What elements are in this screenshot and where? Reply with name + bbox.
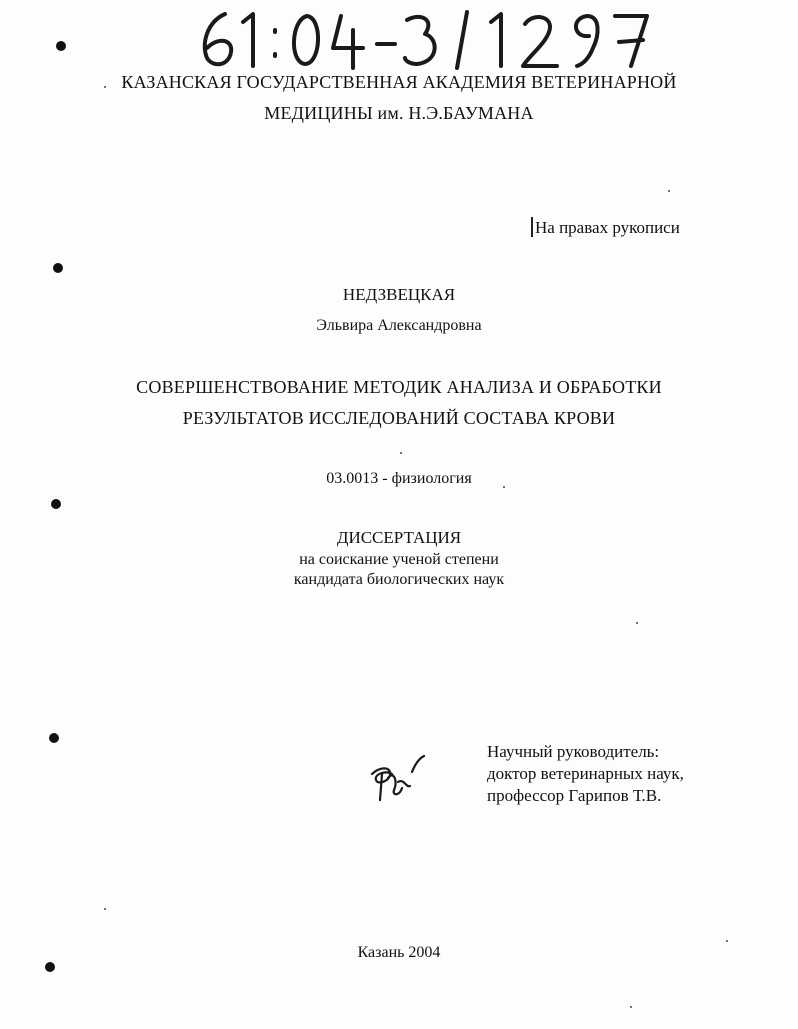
manuscript-rights-note: На правах рукописи	[535, 218, 680, 237]
handwritten-signature	[368, 752, 428, 804]
supervisor-block	[487, 741, 684, 807]
city-year: Казань 2004	[357, 944, 441, 961]
punch-hole	[49, 733, 59, 743]
punch-hole	[51, 499, 61, 509]
scan-speck	[503, 486, 505, 488]
scan-speck	[104, 908, 106, 910]
scan-speck	[726, 940, 728, 942]
punch-hole	[56, 41, 66, 51]
scan-speck	[668, 190, 670, 192]
specialty-code: 03.0013 - физиология	[326, 470, 472, 487]
scan-speck	[630, 1006, 632, 1008]
dissertation-title-line-1: СОВЕРШЕНСТВОВАНИЕ МЕТОДИК АНАЛИЗА И ОБРАБОТКИ	[136, 377, 662, 397]
punch-hole	[45, 962, 55, 972]
dissertation-title-line-2: РЕЗУЛЬТАТОВ ИССЛЕДОВАНИЙ СОСТАВА КРОВИ	[182, 408, 616, 428]
handwritten-archive-number	[195, 8, 655, 70]
author-given-names: Эльвира Александровна	[316, 317, 482, 334]
supervisor-degree: доктор ветеринарных наук,	[487, 764, 684, 783]
supervisor-label: Научный руководитель:	[487, 742, 660, 761]
degree-line-2: кандидата биологических наук	[293, 571, 505, 588]
institution-line-1: КАЗАНСКАЯ ГОСУДАРСТВЕННАЯ АКАДЕМИЯ ВЕТЕРИНАРНОЙ	[121, 72, 677, 92]
scan-speck	[636, 622, 638, 624]
scan-speck	[104, 86, 106, 88]
institution-line-2: МЕДИЦИНЫ им. Н.Э.БАУМАНА	[264, 103, 534, 123]
document-type: ДИССЕРТАЦИЯ	[336, 528, 462, 547]
scan-speck	[400, 452, 402, 454]
supervisor-name: профессор Гарипов Т.В.	[487, 786, 662, 805]
margin-mark	[531, 217, 533, 237]
punch-hole	[53, 263, 63, 273]
degree-line-1: на соискание ученой степени	[299, 551, 499, 568]
author-surname: НЕДЗВЕЦКАЯ	[342, 285, 456, 304]
